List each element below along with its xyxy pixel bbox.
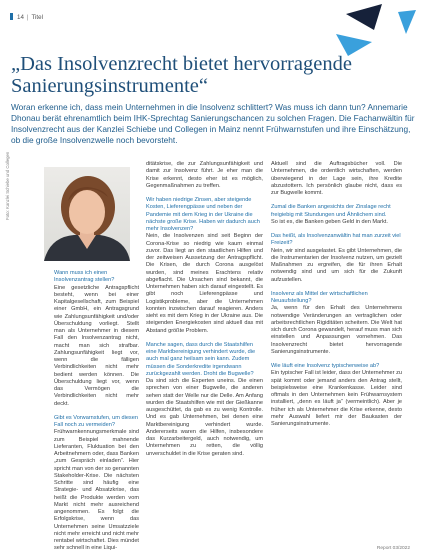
- light-blue-shape-small: [398, 10, 416, 34]
- interview-question: Wir haben niedrige Zinsen, aber steigende Kosten, Lieferengpässe und neben der Pandemie mit dem Krieg in der Ukraine die nächste große Krise. Haben wir dadurch auch mehr Insolvenzen?: [146, 197, 260, 232]
- page-header: [10, 13, 43, 21]
- interview-answer: Nein, wir sind ausgelastet. Es gibt Unternehmen, die die Instrumentarien der Insolvenz nutzen, um gezielt Maßnahmen zu ergreifen, die für ihren Erhalt notwendig sind und um sich für die Zukunft aufzustellen.: [271, 247, 402, 283]
- interview-answer: ditätskrise, die zur Zahlungsunfähigkeit und damit zur Insolvenz führt. Je eher man die Krise erkennt, desto eher ist es möglich, Gegenmaßnahmen zu treffen.: [146, 161, 263, 189]
- interview-question: Das heißt, als Insolvenzanwältin hat man zurzeit viel Freizeit?: [271, 233, 401, 247]
- interview-answer: Nein, die Insolvenzen sind seit Beginn der Corona-Krise so niedrig wie kaum einmal zuvor. Das liegt an den staatlichen Hilfen und der zeitweisen Aussetzung der Antragspflicht. Die Krisen, die durch Corona ausgelöst wurden, sind meines Erachtens relativ abgeflacht. Die Ursachen sind bekannt, die Unternehmen haben sich darauf eingestellt. Es gibt noch Lieferengpässe und Logistikprobleme, aber die Unternehmen konnten inzwischen darauf reagieren. Anders sieht es mit dem Krieg in der Ukraine aus. Die steigenden Energiekosten sind aktuell das mit Abstand größte Problem.: [146, 233, 263, 334]
- interview-answer: Eine gesetzliche Antragspflicht besteht, wenn bei einer Kapitalgesellschaft, zum Beispiel einer GmbH, ein Antragsgrund wie Zahlungsunfähigkeit und/oder Überschuldung vorliegt. Stellt man als Unternehmer in diesem Fall den Insolvenzantrag nicht, macht man sich strafbar. Zahlungsunfähigkeit liegt vor, wenn die fälligen Verbindlichkeiten nicht mehr bedient werden können. Die Überschuldung liegt vor, wenn das Vermögen die Verbindlichkeiten nicht mehr deckt.: [54, 284, 139, 407]
- text-column-3: [271, 161, 402, 435]
- photo-credit: Foto: Kanzlei Schiebe und Collegen: [5, 151, 10, 220]
- decorative-shapes: [318, 4, 418, 58]
- interview-question: Gibt es Vorwarnstufen, um diesen Fall noch zu vermeiden?: [54, 414, 138, 428]
- interview-question: Zumal die Banken angesichts der Zinslage recht freigiebig mit Stundungen und Ähnlichem sind.: [271, 204, 391, 218]
- section-name: Titel: [31, 14, 43, 21]
- text-column-1: [54, 270, 139, 560]
- footer-issue: Report 03/2022: [376, 546, 410, 551]
- dark-triangle-shape: [346, 4, 382, 30]
- interview-question: Manche sagen, dass durch die Staatshilfen eine Marktbereinigung verhindert wurde, die auch mal ganz heilsam sein kann. Zudem müssen die Sonderkredite irgendwann zurückgezahlt werden. Droht die Bugwelle?: [146, 341, 256, 377]
- interview-question: Wann muss ich einen Insolvenzantrag stellen?: [54, 270, 115, 284]
- page-number: 14: [17, 14, 24, 21]
- interview-answer: Aktuell sind die Auftragsbücher voll. Die Unternehmen, die ordentlich wirtschaften, werden überwiegend in der Lage sein, ihre Kredite abzustottern. Ich persönlich glaube nicht, dass es zur Bugwelle kommt.: [271, 161, 402, 196]
- headline: „Das Insolvenzrecht bietet hervorragende Sanierungsinstrumente“: [11, 53, 352, 97]
- interview-answer: So ist es, die Banken geben Geld in den Markt.: [271, 218, 388, 225]
- header-separator: |: [26, 14, 29, 21]
- interview-question: Insolvenz als Mittel der wirtschaftlichen Neuaufstellung?: [271, 290, 368, 304]
- interview-answer: Ja, wenn für den Erhalt des Unternehmens notwendige Veränderungen an vertraglichen oder arbeitsrechtlichen Rigiditäten scheitern. Die Welt hat sich durch Corona gewandelt, herauf muss man sich einstellen und Anpassungen vornehmen. Das Insolvenzrecht bietet hervorragende Sanierungsinstrumente.: [271, 305, 402, 355]
- interview-answer: Da sind sich die Experten uneins. Die einen sprechen von einer Bugwelle, die anderen sehen statt der Welle nur die Delle. Am Anfang wurden die Staatshilfen wie mit der Gießkanne ausgeschüttet, da gab es zu wenig Kontrolle. Und es gab Unternehmen, bei denen eine Marktbereinigung verhindert wurde. Andererseits waren die Hilfen, insbesondere das Kurzarbeitergeld, auch notwendig, um Unternehmen zu retten, die völlig unverschuldet in die Krise geraten sind.: [146, 378, 263, 457]
- interview-question: Wie läuft eine Insolvenz typischerweise ab?: [271, 363, 380, 369]
- face-shape: [69, 190, 105, 234]
- text-column-2: [146, 161, 263, 465]
- header-accent-bar: [10, 13, 13, 20]
- interview-answer: Ein typischer Fall ist leider, dass der Unternehmer zu spät kommt oder jemand anders den Antrag stellt, beispielsweise eine Krankenkasse. Leider sind oftmals in den Unternehmen kein Frühwarnsystem installiert, „denn es läuft ja“ (vermeintlich). Aber je früher ich als Unternehmer die Krise erkenne, desto mehr Auswahl liefert mir der Baukasten der Sanierungsinstrumente.: [271, 370, 402, 427]
- interview-answer: Frühwarnkennungsmerkmale sind zum Beispiel mahnende Lieferanten, Fluktuation bei den Arbeitnehmern oder, dass Banken „zum Gespräch einladen“. Hier spricht man von der so genannten Stakeholder-Krise. Die nächsten Schritte sind häufig eine Strategie- und Absatzkrise, das heißt die Produkte werden vom Markt nicht mehr ausreichend angenommen. Es folgt die Erfolgskrise, wenn das Unternehmen seine Umsatzziele nicht mehr erreicht und nicht mehr rentabel wirtschaftet. Dies mündet sehr schnell in eine Liqui-: [54, 429, 139, 552]
- intro-text: Woran erkenne ich, dass mein Unternehmen in die Insolvenz schlittert? Was muss ich dann tun? Annemarie Dhonau berät ehrenamtlich beim IHK-Sprechtag Sanierungschancen zu solchen Fragen. Die Fachanwältin für Insolvenzrecht aus der Kanzlei Schiebe und Collegen in Mainz nennt Frühwarnstufen und ihre Einschätzung, ob die große Insolvenzwelle noch bevorsteht.: [11, 102, 415, 145]
- portrait-photo: [44, 167, 130, 261]
